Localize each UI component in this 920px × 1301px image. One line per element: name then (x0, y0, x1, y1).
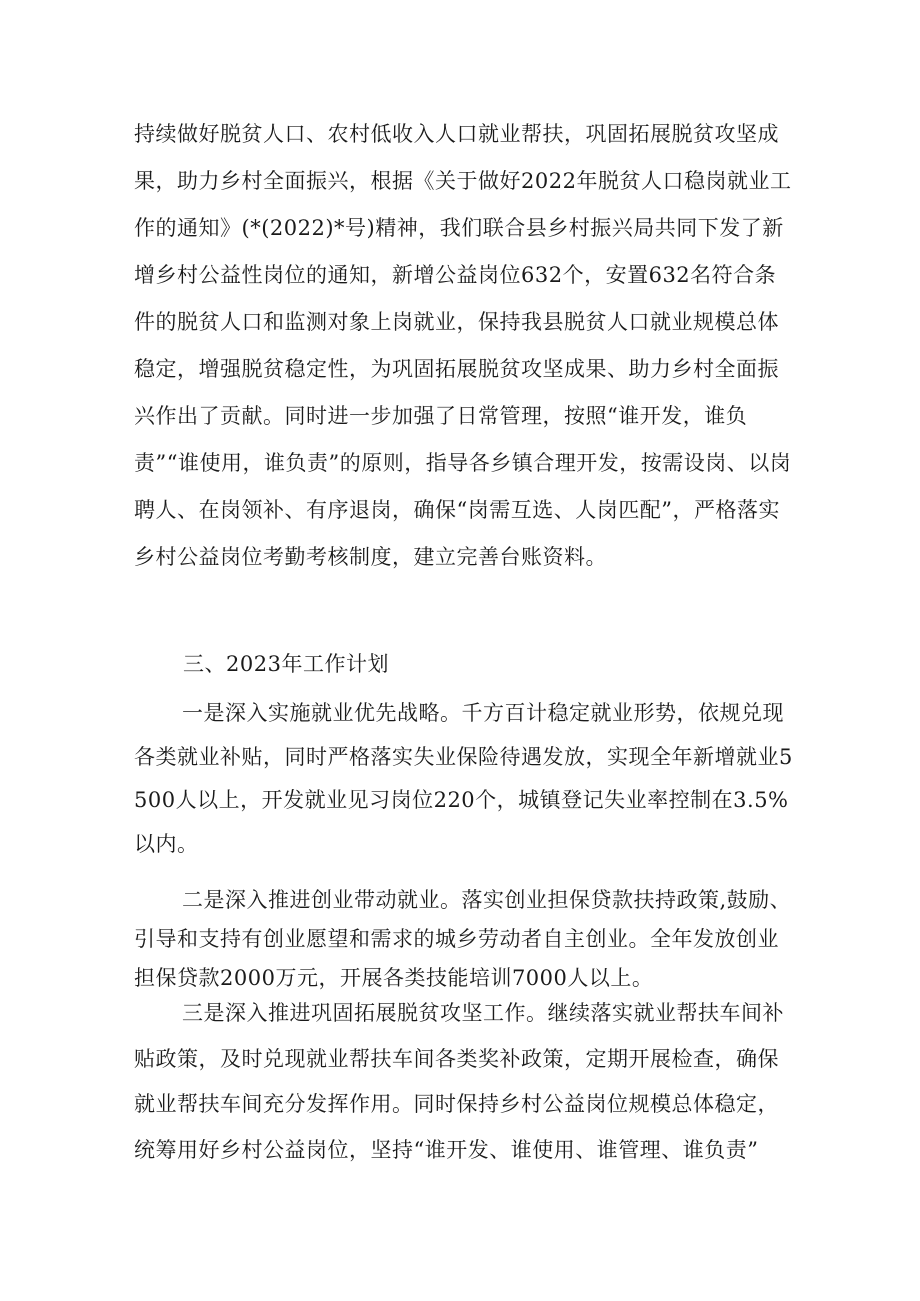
section-heading-2023-plan: 三、2023年工作计划 (183, 652, 389, 676)
paragraph-employment-assistance: 持续做好脱贫人口、农村低收入人口就业帮扶，巩固拓展脱贫攻坚成果，助力乡村全面振兴，根据《关于做好2022年脱贫人口稳岗就业工作的通知》(*(2022)*号)精神，我们联合县乡村振兴局共同下发了新增乡村公益性岗位的通知，新增公益岗位632个，安置632名符合条件的脱贫人口和监测对象上岗就业，保持我县脱贫人口就业规模总体稳定，增强脱贫稳定性，为巩固拓展脱贫攻坚成果、助力乡村全面振兴作出了贡献。同时进一步加强了日常管理，按照“谁开发，谁负责”“谁使用，谁负责”的原则，指导各乡镇合理开发，按需设岗、以岗聘人、在岗领补、有序退岗，确保“岗需互选、人岗匹配”，严格落实乡村公益岗位考勤考核制度，建立完善台账资料。 (134, 122, 792, 569)
paragraph-poverty-alleviation: 三是深入推进巩固拓展脱贫攻坚工作。继续落实就业帮扶车间补贴政策，及时兑现就业帮扶车间各类奖补政策，定期开展检查，确保就业帮扶车间充分发挥作用。同时保持乡村公益岗位规模总体稳定，统筹用好乡村公益岗位，坚持“谁开发、谁使用、谁管理、谁负责” (134, 1001, 784, 1162)
paragraph-entrepreneurship: 二是深入推进创业带动就业。落实创业担保贷款扶持政策,鼓励、引导和支持有创业愿望和需求的城乡劳动者自主创业。全年发放创业担保贷款2000万元，开展各类技能培训7000人以上。 (134, 888, 792, 990)
paragraph-employment-priority: 一是深入实施就业优先战略。千方百计稳定就业形势，依规兑现各类就业补贴，同时严格落实失业保险待遇发放，实现全年新增就业5500人以上，开发就业见习岗位220个，城镇登记失业率控制在3.5%以内。 (134, 701, 793, 856)
